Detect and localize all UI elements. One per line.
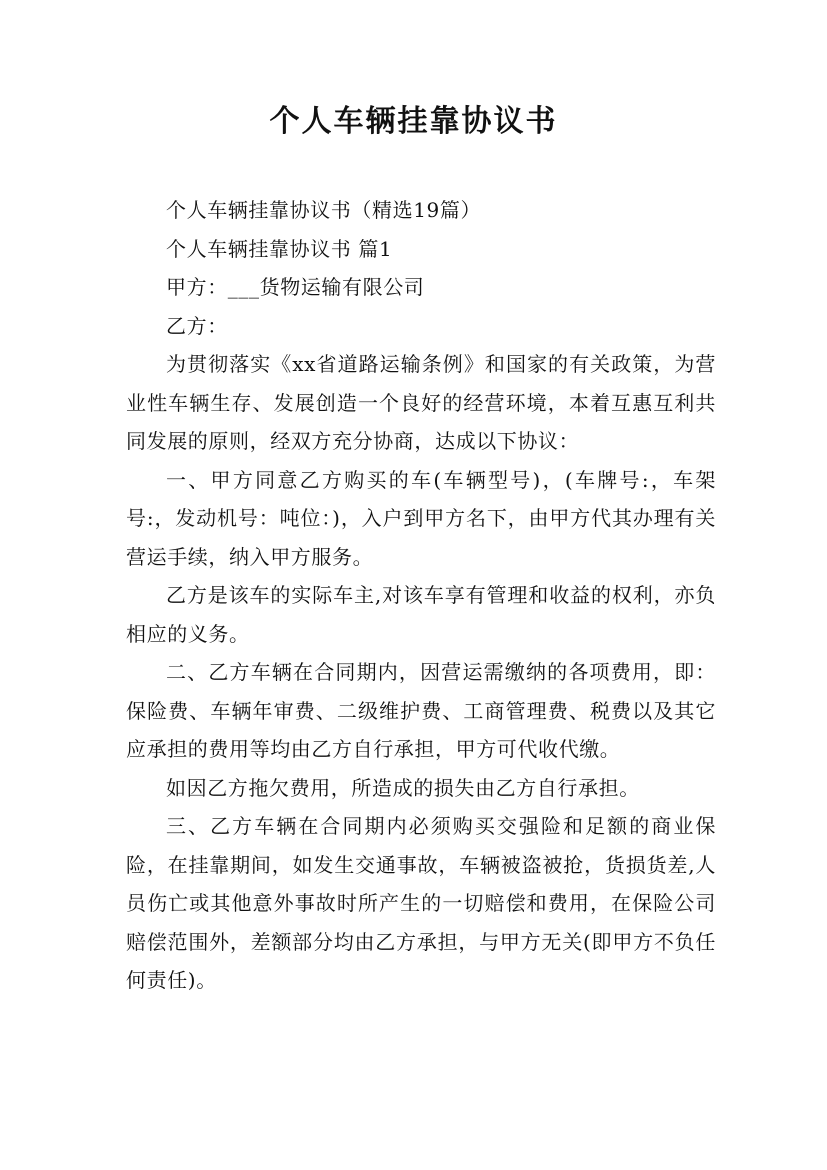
paragraph-clause-2-arrears: 如因乙方拖欠费用，所造成的损失由乙方自行承担。 bbox=[166, 775, 640, 800]
document-body bbox=[126, 191, 716, 1000]
paragraph-preamble: 为贯彻落实《xx省道路运输条例》和国家的有关政策，为营业性车辆生存、发展创造一个良好的经营环境，本着互惠互利共同发展的原则，经双方充分协商，达成以下协议： bbox=[126, 352, 716, 453]
paragraph-section-heading: 个人车辆挂靠协议书 篇1 bbox=[166, 236, 393, 261]
paragraph-subtitle: 个人车辆挂靠协议书（精选19篇） bbox=[166, 198, 482, 222]
paragraph-party-a: 甲方：___货物运输有限公司 bbox=[166, 275, 425, 299]
paragraph-clause-1-owner: 乙方是该车的实际车主,对该车享有管理和收益的权利，亦负相应的义务。 bbox=[126, 583, 716, 646]
paragraph-party-b: 乙方： bbox=[166, 313, 228, 338]
paragraph-clause-2: 二、乙方车辆在合同期内，因营运需缴纳的各项费用，即：保险费、车辆年审费、二级维护费、工商管理费、税费以及其它应承担的费用等均由乙方自行承担，甲方可代收代缴。 bbox=[126, 660, 716, 761]
paragraph-clause-1: 一、甲方同意乙方购买的车(车辆型号)，(车牌号:，车架号:，发动机号：吨位：)，入户到甲方名下，由甲方代其办理有关营运手续，纳入甲方服务。 bbox=[126, 467, 716, 569]
document-title: 个人车辆挂靠协议书 bbox=[269, 104, 558, 139]
paragraph-clause-3: 三、乙方车辆在合同期内必须购买交强险和足额的商业保险，在挂靠期间，如发生交通事故，车辆被盗被抢，货损货差,人员伤亡或其他意外事故时所产生的一切赔偿和费用，在保险公司赔偿范围外，差额部分均由乙方承担，与甲方无关(即甲方不负任何责任)。 bbox=[126, 814, 716, 992]
